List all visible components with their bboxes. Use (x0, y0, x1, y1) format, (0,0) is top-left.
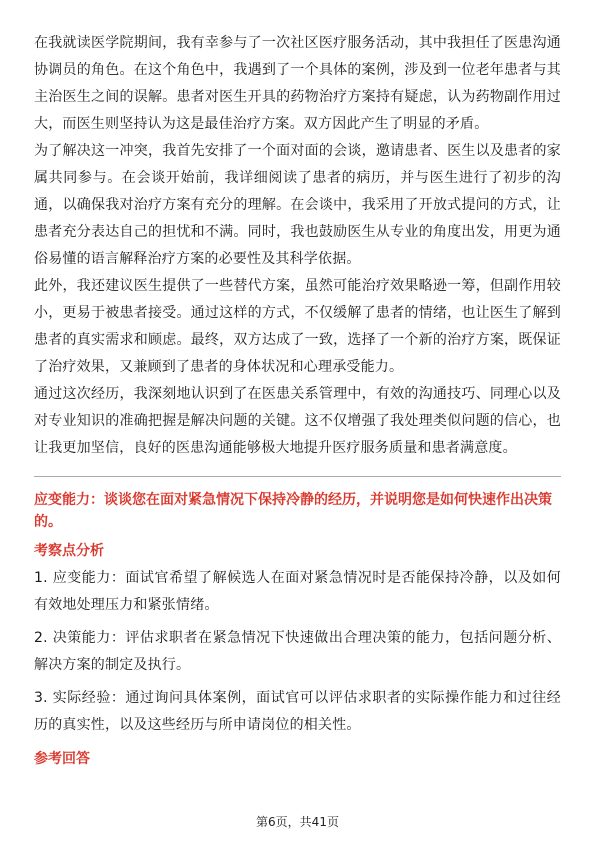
answer-heading: 参考回答 (34, 751, 90, 767)
page-number: 第6页，共41页 (256, 815, 339, 829)
interview-question: 应变能力：谈谈您在面对紧急情况下保持冷静的经历，并说明您是如何快速作出决策的。 (34, 492, 552, 530)
analysis-point-1: 1. 应变能力：面试官希望了解候选人在面对紧急情况时是否能保持冷静，以及如何有效地处理压力和紧张情绪。 (34, 570, 561, 613)
body-paragraph-4: 通过这次经历，我深刻地认识到了在医患关系管理中，有效的沟通技巧、同理心以及对专业知识的准确把握是解决问题的关键。这不仅增强了我处理类似问题的信心，也让我更加坚信，良好的医患沟通能够极大地提升医疗服务质量和患者满意度。 (34, 386, 561, 456)
analysis-point-2: 2. 决策能力：评估求职者在紧急情况下快速做出合理决策的能力，包括问题分析、解决方案的制定及执行。 (34, 630, 561, 673)
analysis-heading: 考察点分析 (34, 543, 104, 559)
body-paragraph-3: 此外，我还建议医生提供了一些替代方案，虽然可能治疗效果略逊一筹，但副作用较小，更易于被患者接受。通过这样的方式，不仅缓解了患者的情绪，也让医生了解到患者的真实需求和顾虑。最终，双方达成了一致，选择了一个新的治疗方案，既保证了治疗效果，又兼顾到了患者的身体状况和心理承受能力。 (34, 278, 561, 375)
body-paragraph-2: 为了解决这一冲突，我首先安排了一个面对面的会谈，邀请患者、医生以及患者的家属共同参与。在会谈开始前，我详细阅读了患者的病历，并与医生进行了初步的沟通，以确保我对治疗方案有充分的理解。在会谈中，我采用了开放式提问的方式，让患者充分表达自己的担忧和不满。同时，我也鼓励医生从专业的角度出发，用更为通俗易懂的语言解释治疗方案的必要性及其科学依据。 (34, 143, 561, 267)
body-paragraph-1: 在我就读医学院期间，我有幸参与了一次社区医疗服务活动，其中我担任了医患沟通协调员的角色。在这个角色中，我遇到了一个具体的案例，涉及到一位老年患者与其主治医生之间的误解。患者对医生开具的药物治疗方案持有疑虑，认为药物副作用过大，而医生则坚持认为这是最佳治疗方案。双方因此产生了明显的矛盾。 (34, 35, 561, 132)
analysis-point-3: 3. 实际经验：通过询问具体案例，面试官可以评估求职者的实际操作能力和过往经历的真实性，以及这些经历与所申请岗位的相关性。 (34, 690, 561, 733)
document-page (34, 30, 561, 773)
section-divider (34, 476, 561, 477)
